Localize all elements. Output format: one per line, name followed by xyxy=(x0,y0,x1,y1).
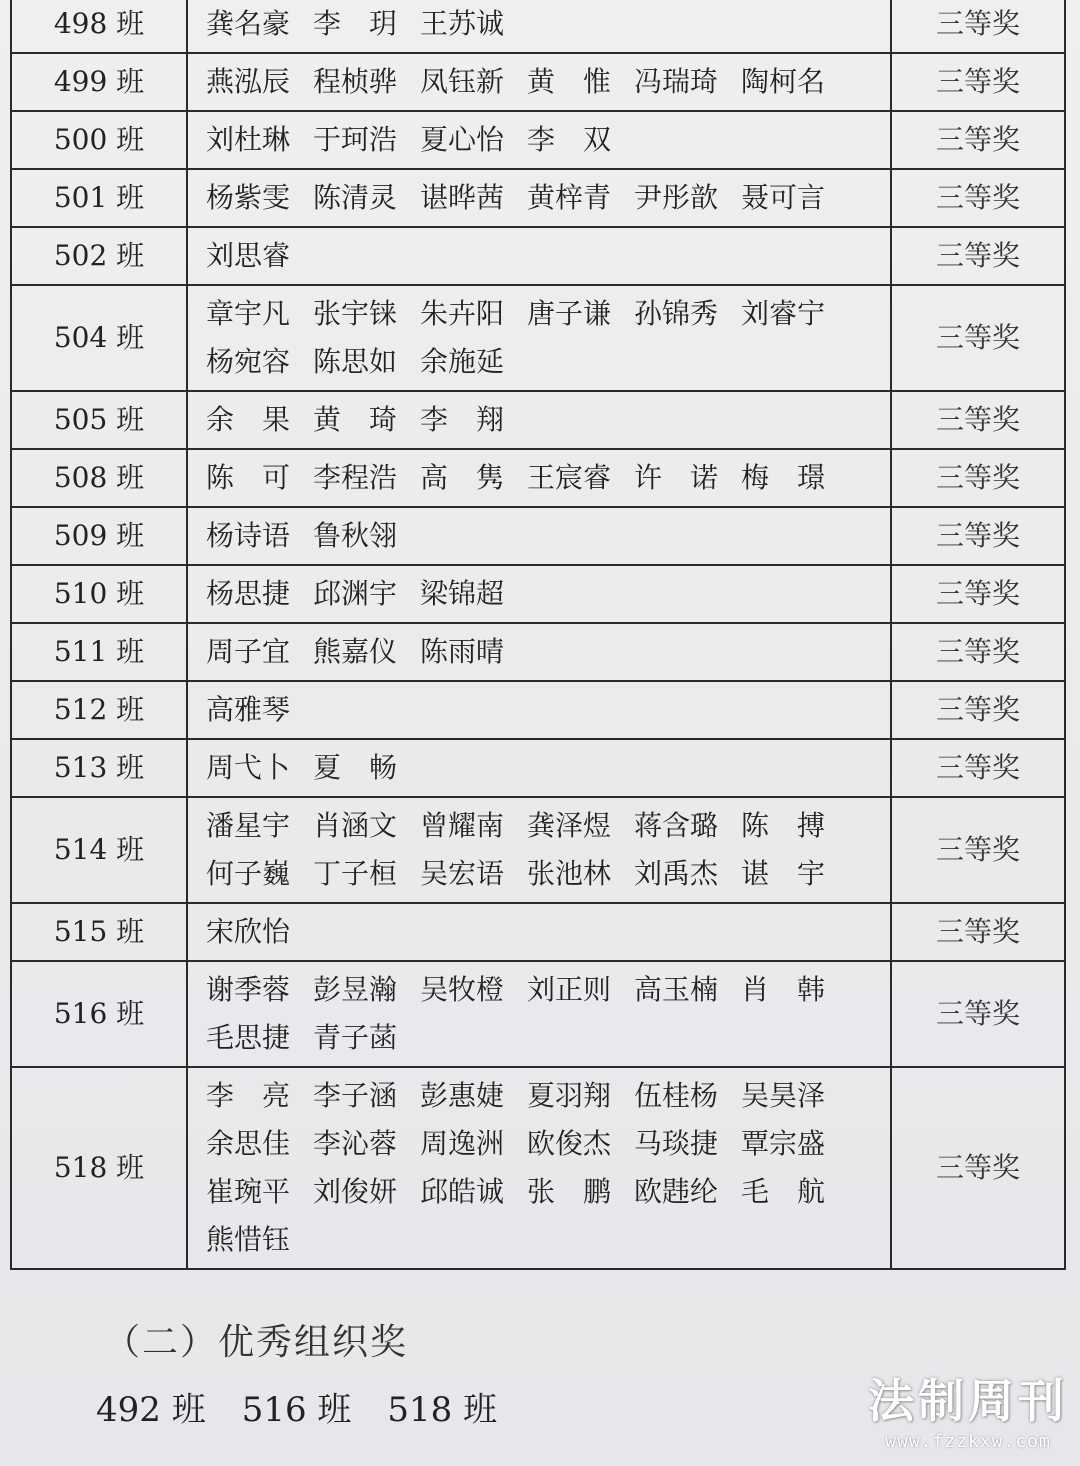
table-row xyxy=(11,565,1065,623)
table-row xyxy=(11,53,1065,111)
award-cell: 三等奖 xyxy=(891,0,1065,53)
student-name: 刘禹杰 xyxy=(634,857,719,890)
names-list xyxy=(206,0,866,52)
names-cell xyxy=(187,53,891,111)
names-list xyxy=(206,508,866,564)
student-name: 潘星宇 xyxy=(206,809,291,842)
award-cell: 三等奖 xyxy=(891,111,1065,169)
student-name: 唐子谦 xyxy=(527,297,612,330)
student-name: 谌晔茜 xyxy=(420,181,505,214)
student-name: 曾耀南 xyxy=(420,809,505,842)
student-name: 谌 宇 xyxy=(741,857,826,890)
student-name: 刘思睿 xyxy=(206,239,291,272)
student-name: 杨宛容 xyxy=(206,345,291,378)
student-name: 周弋卜 xyxy=(206,751,291,784)
student-name: 青子菡 xyxy=(313,1021,398,1054)
awards-table-body xyxy=(11,0,1065,1269)
student-name: 章宇凡 xyxy=(206,297,291,330)
names-cell xyxy=(187,227,891,285)
organization-award-class: 518 班 xyxy=(387,1390,498,1430)
student-name: 陈思如 xyxy=(313,345,398,378)
student-name: 李 亮 xyxy=(206,1079,291,1112)
watermark-url: www.fzzkxw.com xyxy=(885,1431,1051,1452)
award-cell: 三等奖 xyxy=(891,1067,1065,1269)
table-row xyxy=(11,391,1065,449)
class-cell: 504 班 xyxy=(11,285,187,391)
class-cell: 513 班 xyxy=(11,739,187,797)
student-name: 毛 航 xyxy=(741,1175,826,1208)
watermark xyxy=(868,1365,1068,1452)
student-name: 肖涵文 xyxy=(313,809,398,842)
student-name: 梁锦超 xyxy=(420,577,505,610)
student-name: 高玉楠 xyxy=(634,973,719,1006)
table-row xyxy=(11,111,1065,169)
student-name: 马琰捷 xyxy=(634,1127,719,1160)
student-name: 陈 搏 xyxy=(741,809,826,842)
names-cell xyxy=(187,565,891,623)
award-cell: 三等奖 xyxy=(891,623,1065,681)
student-name: 欧韪纶 xyxy=(634,1175,719,1208)
class-cell: 499 班 xyxy=(11,53,187,111)
student-name: 熊嘉仪 xyxy=(313,635,398,668)
student-name: 高 隽 xyxy=(420,461,505,494)
student-name: 张 鹏 xyxy=(527,1175,612,1208)
student-name: 李 玥 xyxy=(313,7,398,40)
names-list xyxy=(206,962,866,1066)
student-name: 余 果 xyxy=(206,403,291,436)
student-name: 杨思捷 xyxy=(206,577,291,610)
names-list xyxy=(206,682,866,738)
award-cell: 三等奖 xyxy=(891,797,1065,903)
names-list xyxy=(206,798,866,902)
student-name: 孙锦秀 xyxy=(634,297,719,330)
student-name: 陶柯名 xyxy=(741,65,826,98)
student-name: 鲁秋翎 xyxy=(313,519,398,552)
organization-award-list xyxy=(96,1382,497,1431)
student-name: 张宇铼 xyxy=(313,297,398,330)
student-name: 崔琬平 xyxy=(206,1175,291,1208)
student-name: 夏羽翔 xyxy=(527,1079,612,1112)
student-name: 杨诗语 xyxy=(206,519,291,552)
names-cell xyxy=(187,169,891,227)
names-cell xyxy=(187,391,891,449)
names-cell xyxy=(187,449,891,507)
table-row xyxy=(11,507,1065,565)
student-name: 梅 璟 xyxy=(741,461,826,494)
student-name: 李子涵 xyxy=(313,1079,398,1112)
student-name: 邱皓诚 xyxy=(420,1175,505,1208)
student-name: 伍桂杨 xyxy=(634,1079,719,1112)
class-cell: 498 班 xyxy=(11,0,187,53)
student-name: 许 诺 xyxy=(634,461,719,494)
organization-award-class: 492 班 xyxy=(96,1390,206,1430)
student-name: 王苏诚 xyxy=(420,7,505,40)
names-cell xyxy=(187,797,891,903)
student-name: 谢季蓉 xyxy=(206,973,291,1006)
student-name: 周子宜 xyxy=(206,635,291,668)
student-name: 龚名豪 xyxy=(206,7,291,40)
names-list xyxy=(206,112,866,168)
student-name: 何子巍 xyxy=(206,857,291,890)
student-name: 覃宗盛 xyxy=(741,1127,826,1160)
table-row xyxy=(11,739,1065,797)
names-list xyxy=(206,286,866,390)
student-name: 李 双 xyxy=(527,123,612,156)
award-cell: 三等奖 xyxy=(891,681,1065,739)
student-name: 尹彤歆 xyxy=(634,181,719,214)
student-name: 冯瑞琦 xyxy=(634,65,719,98)
class-cell: 502 班 xyxy=(11,227,187,285)
award-cell: 三等奖 xyxy=(891,227,1065,285)
award-cell: 三等奖 xyxy=(891,53,1065,111)
student-name: 于珂浩 xyxy=(313,123,398,156)
student-name: 宋欣怡 xyxy=(206,915,291,948)
table-row xyxy=(11,797,1065,903)
student-name: 刘杜琳 xyxy=(206,123,291,156)
names-list xyxy=(206,624,866,680)
class-cell: 508 班 xyxy=(11,449,187,507)
section-title: （二）优秀组织奖 xyxy=(104,1322,409,1363)
table-row xyxy=(11,449,1065,507)
student-name: 夏 畅 xyxy=(313,751,398,784)
student-name: 刘俊妍 xyxy=(313,1175,398,1208)
award-cell: 三等奖 xyxy=(891,449,1065,507)
table-row xyxy=(11,0,1065,53)
award-cell: 三等奖 xyxy=(891,169,1065,227)
names-list xyxy=(206,904,866,960)
student-name: 黄梓青 xyxy=(527,181,612,214)
student-name: 黄 惟 xyxy=(527,65,612,98)
student-name: 吴宏语 xyxy=(420,857,505,890)
table-row xyxy=(11,903,1065,961)
student-name: 蒋含璐 xyxy=(634,809,719,842)
class-cell: 516 班 xyxy=(11,961,187,1067)
names-cell xyxy=(187,0,891,53)
student-name: 刘睿宁 xyxy=(741,297,826,330)
names-cell xyxy=(187,681,891,739)
student-name: 聂可言 xyxy=(741,181,826,214)
names-list xyxy=(206,450,866,506)
student-name: 彭昱瀚 xyxy=(313,973,398,1006)
student-name: 余思佳 xyxy=(206,1127,291,1160)
student-name: 陈雨晴 xyxy=(420,635,505,668)
class-cell: 515 班 xyxy=(11,903,187,961)
names-list xyxy=(206,740,866,796)
names-list xyxy=(206,1068,866,1268)
table-row xyxy=(11,623,1065,681)
table-row xyxy=(11,285,1065,391)
student-name: 高雅琴 xyxy=(206,693,291,726)
student-name: 黄 琦 xyxy=(313,403,398,436)
class-cell: 509 班 xyxy=(11,507,187,565)
award-cell: 三等奖 xyxy=(891,903,1065,961)
student-name: 王宸睿 xyxy=(527,461,612,494)
student-name: 刘正则 xyxy=(527,973,612,1006)
award-cell: 三等奖 xyxy=(891,739,1065,797)
student-name: 龚泽煜 xyxy=(527,809,612,842)
names-cell xyxy=(187,961,891,1067)
award-cell: 三等奖 xyxy=(891,565,1065,623)
student-name: 毛思捷 xyxy=(206,1021,291,1054)
student-name: 凤钰新 xyxy=(420,65,505,98)
organization-award-class: 516 班 xyxy=(241,1390,352,1430)
student-name: 燕泓辰 xyxy=(206,65,291,98)
class-cell: 512 班 xyxy=(11,681,187,739)
class-cell: 518 班 xyxy=(11,1067,187,1269)
student-name: 李 翔 xyxy=(420,403,505,436)
table-row xyxy=(11,227,1065,285)
table-row xyxy=(11,961,1065,1067)
names-cell xyxy=(187,903,891,961)
student-name: 朱卉阳 xyxy=(420,297,505,330)
class-cell: 501 班 xyxy=(11,169,187,227)
names-cell xyxy=(187,111,891,169)
names-cell xyxy=(187,285,891,391)
names-cell xyxy=(187,623,891,681)
table-row xyxy=(11,1067,1065,1269)
awards-table xyxy=(10,0,1066,1270)
student-name: 余施延 xyxy=(420,345,505,378)
student-name: 周逸洲 xyxy=(420,1127,505,1160)
student-name: 李程浩 xyxy=(313,461,398,494)
names-list xyxy=(206,228,866,284)
class-cell: 505 班 xyxy=(11,391,187,449)
names-list xyxy=(206,392,866,448)
student-name: 熊惜钰 xyxy=(206,1223,291,1256)
names-list xyxy=(206,566,866,622)
student-name: 杨紫雯 xyxy=(206,181,291,214)
names-cell xyxy=(187,1067,891,1269)
student-name: 吴昊泽 xyxy=(741,1079,826,1112)
class-cell: 510 班 xyxy=(11,565,187,623)
award-cell: 三等奖 xyxy=(891,285,1065,391)
class-cell: 500 班 xyxy=(11,111,187,169)
table-row xyxy=(11,681,1065,739)
student-name: 彭惠婕 xyxy=(420,1079,505,1112)
student-name: 夏心怡 xyxy=(420,123,505,156)
names-cell xyxy=(187,739,891,797)
student-name: 李沁蓉 xyxy=(313,1127,398,1160)
student-name: 丁子桓 xyxy=(313,857,398,890)
student-name: 陈 可 xyxy=(206,461,291,494)
award-cell: 三等奖 xyxy=(891,507,1065,565)
table-row xyxy=(11,169,1065,227)
student-name: 张池林 xyxy=(527,857,612,890)
names-list xyxy=(206,170,866,226)
student-name: 肖 韩 xyxy=(741,973,826,1006)
student-name: 程桢骅 xyxy=(313,65,398,98)
award-cell: 三等奖 xyxy=(891,391,1065,449)
names-list xyxy=(206,54,866,110)
student-name: 吴牧橙 xyxy=(420,973,505,1006)
student-name: 欧俊杰 xyxy=(527,1127,612,1160)
class-cell: 511 班 xyxy=(11,623,187,681)
student-name: 陈清灵 xyxy=(313,181,398,214)
names-cell xyxy=(187,507,891,565)
class-cell: 514 班 xyxy=(11,797,187,903)
award-cell: 三等奖 xyxy=(891,961,1065,1067)
student-name: 邱渊宇 xyxy=(313,577,398,610)
watermark-title: 法制周刊 xyxy=(868,1374,1068,1428)
